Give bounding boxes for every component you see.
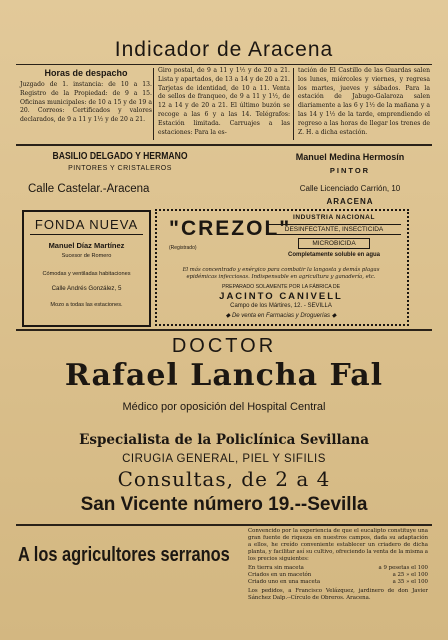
- agri-price-row: [248, 579, 428, 586]
- doctor-fields: CIRUGIA GENERAL, PIEL Y SIFILIS: [122, 453, 326, 465]
- page-title: Indicador de Aracena: [114, 38, 334, 61]
- fonda-name: FONDA NUEVA: [34, 217, 139, 232]
- fonda-successor: Sucesor de Romero: [61, 253, 112, 259]
- agri-price-value: a 35 » el 100: [392, 579, 428, 585]
- medina-trade: PINTOR: [329, 166, 371, 175]
- doctor-hours: Consultas, de 2 a 4: [117, 467, 331, 491]
- agri-price-value: a 25 » el 100: [392, 572, 428, 578]
- fonda-owner: Manuel Díaz Martínez: [48, 241, 125, 250]
- agri-prices: [248, 565, 428, 586]
- medina-address: Calle Licenciado Carrión, 10: [299, 184, 401, 193]
- agri-price-label: En tierra sin maceta: [248, 565, 304, 571]
- crezol-prepared: PREPARADO SOLAMENTE POR LA FÁBRICA DE: [221, 284, 341, 290]
- doctor-address: San Vicente número 19.--Sevilla: [80, 494, 368, 515]
- crezol-line3: Completamente soluble en agua: [287, 252, 381, 258]
- crezol-claims: [267, 214, 401, 258]
- diamond-icon: ◆: [225, 313, 231, 319]
- crezol-line2: MICROBICIDA: [298, 238, 370, 249]
- medina-town: ARACENA: [326, 197, 374, 206]
- horas-column: [20, 68, 152, 125]
- giro-column: Giro postal, de 9 a 11 y 1½ y de 20 a 21. Lista y apartados, de 13 a 14 y de 20 a 21. Tarjetas de identidad, de 10 a 11. Venta de sellos de franqueo, de 9 a 11 y 1½, de 12 a 14 y de 20 a 21. El último buzón se recoge a las 6 y a las 14. Telégrafos: Estación limitada. Carruajes a las estaciones: Para la es-: [158, 67, 290, 136]
- crezol-sale-text: De venta en Farmacias y Droguerías: [231, 313, 331, 319]
- fonda-service: Mozo a todas las estaciones.: [50, 302, 123, 308]
- crezol-line1: DESINFECTANTE, INSECTICIDA: [267, 224, 401, 235]
- horas-heading: Horas de despacho: [44, 68, 128, 78]
- agri-price-row: [248, 572, 428, 579]
- agri-price-label: Criados en un macetón: [248, 572, 312, 578]
- agri-price-label: Criado uno en una maceta: [248, 579, 321, 585]
- agri-heading: A los agricultores serranos: [18, 544, 230, 566]
- medina-name: Manuel Medina Hermosín: [295, 152, 405, 162]
- column-rule: [293, 68, 294, 140]
- basilio-name: BASILIO DELGADO Y HERMANO: [52, 150, 188, 162]
- basilio-ad: [20, 150, 220, 195]
- tacion-column: tación de El Castillo de las Guardas salen los lunes, miércoles y viernes, y regresa los martes, jueves y sábados. Para la estación de Jabugo-Galaroza salen diariamente a las 6 y 1½ de la mañana y a las 14 y 1½ de la tarde, emprendiendo el regreso a las horas de llegar los trenes de Z. H. a dicha estación.: [298, 67, 430, 136]
- basilio-address: Calle Castelar.-Aracena: [28, 183, 150, 195]
- section-divider: [16, 144, 432, 146]
- crezol-registered: (Registrado): [169, 245, 197, 251]
- basilio-trade: PINTORES Y CRISTALEROS: [68, 165, 172, 172]
- crezol-desc: El más concentrado y enérgico para combatir la langosta y demás plagas epidémicas infecciosas. Indispensable en agricultura y ganadería, etc.: [182, 267, 380, 280]
- crezol-maker: JACINTO CANIVELL: [219, 291, 343, 302]
- column-rule: [153, 68, 154, 140]
- doctor-name: Rafael Lancha Fal: [64, 358, 384, 393]
- crezol-maker-address: Campo de los Mártires, 12. - SEVILLA: [230, 303, 332, 309]
- doctor-subtitle: Médico por oposición del Hospital Central: [122, 401, 326, 413]
- crezol-brand-block: [169, 217, 292, 251]
- doctor-specialist: Especialista de la Policlínica Sevillana: [79, 432, 369, 448]
- crezol-industry: INDUSTRIA NACIONAL: [292, 214, 376, 221]
- crezol-ad: [155, 209, 409, 326]
- crezol-brand: "CREZOL": [169, 217, 292, 240]
- fonda-ad: [22, 210, 151, 327]
- title-divider: [16, 64, 432, 65]
- fonda-rooms: Cómodas y ventiladas habitaciones: [42, 271, 131, 277]
- medina-ad: [270, 152, 430, 206]
- crezol-sale: [167, 312, 395, 319]
- agri-intro: Convencido por la experiencia de que el eucalipto constituye una gran fuente de riqueza en nuestros campos, dada su adaptación a ellos, he creído conveniente establecer un criadero de dicha planta, y facilitar así su cultivo, ofreciendo la venta de la misma a los precios siguientes:: [248, 528, 428, 562]
- section-divider: [16, 329, 432, 331]
- agri-price-row: [248, 565, 428, 572]
- agri-text: [248, 528, 428, 602]
- fonda-address: Calle Andrés González, 5: [51, 285, 122, 292]
- doctor-label: DOCTOR: [171, 335, 277, 357]
- agri-price-value: a 9 pesetas el 100: [378, 565, 428, 571]
- horas-text: Juzgado de 1. instancia: de 10 a 13. Registro de la Propiedad: de 9 a 15. Oficinas municipales: de 10 a 15 y de 19 a 20. Correos: Certificados y valores declarados, de 9 a 11 y 1½ y de 20 a 21.: [20, 81, 152, 124]
- fonda-divider: [30, 234, 143, 235]
- agri-orders: Los pedidos, a Francisco Velázquez, jardinero de don Javier Sánchez Dalp.--Círculo de Obreros. Aracena.: [248, 588, 428, 601]
- section-divider: [16, 524, 432, 526]
- diamond-icon: ◆: [331, 313, 337, 319]
